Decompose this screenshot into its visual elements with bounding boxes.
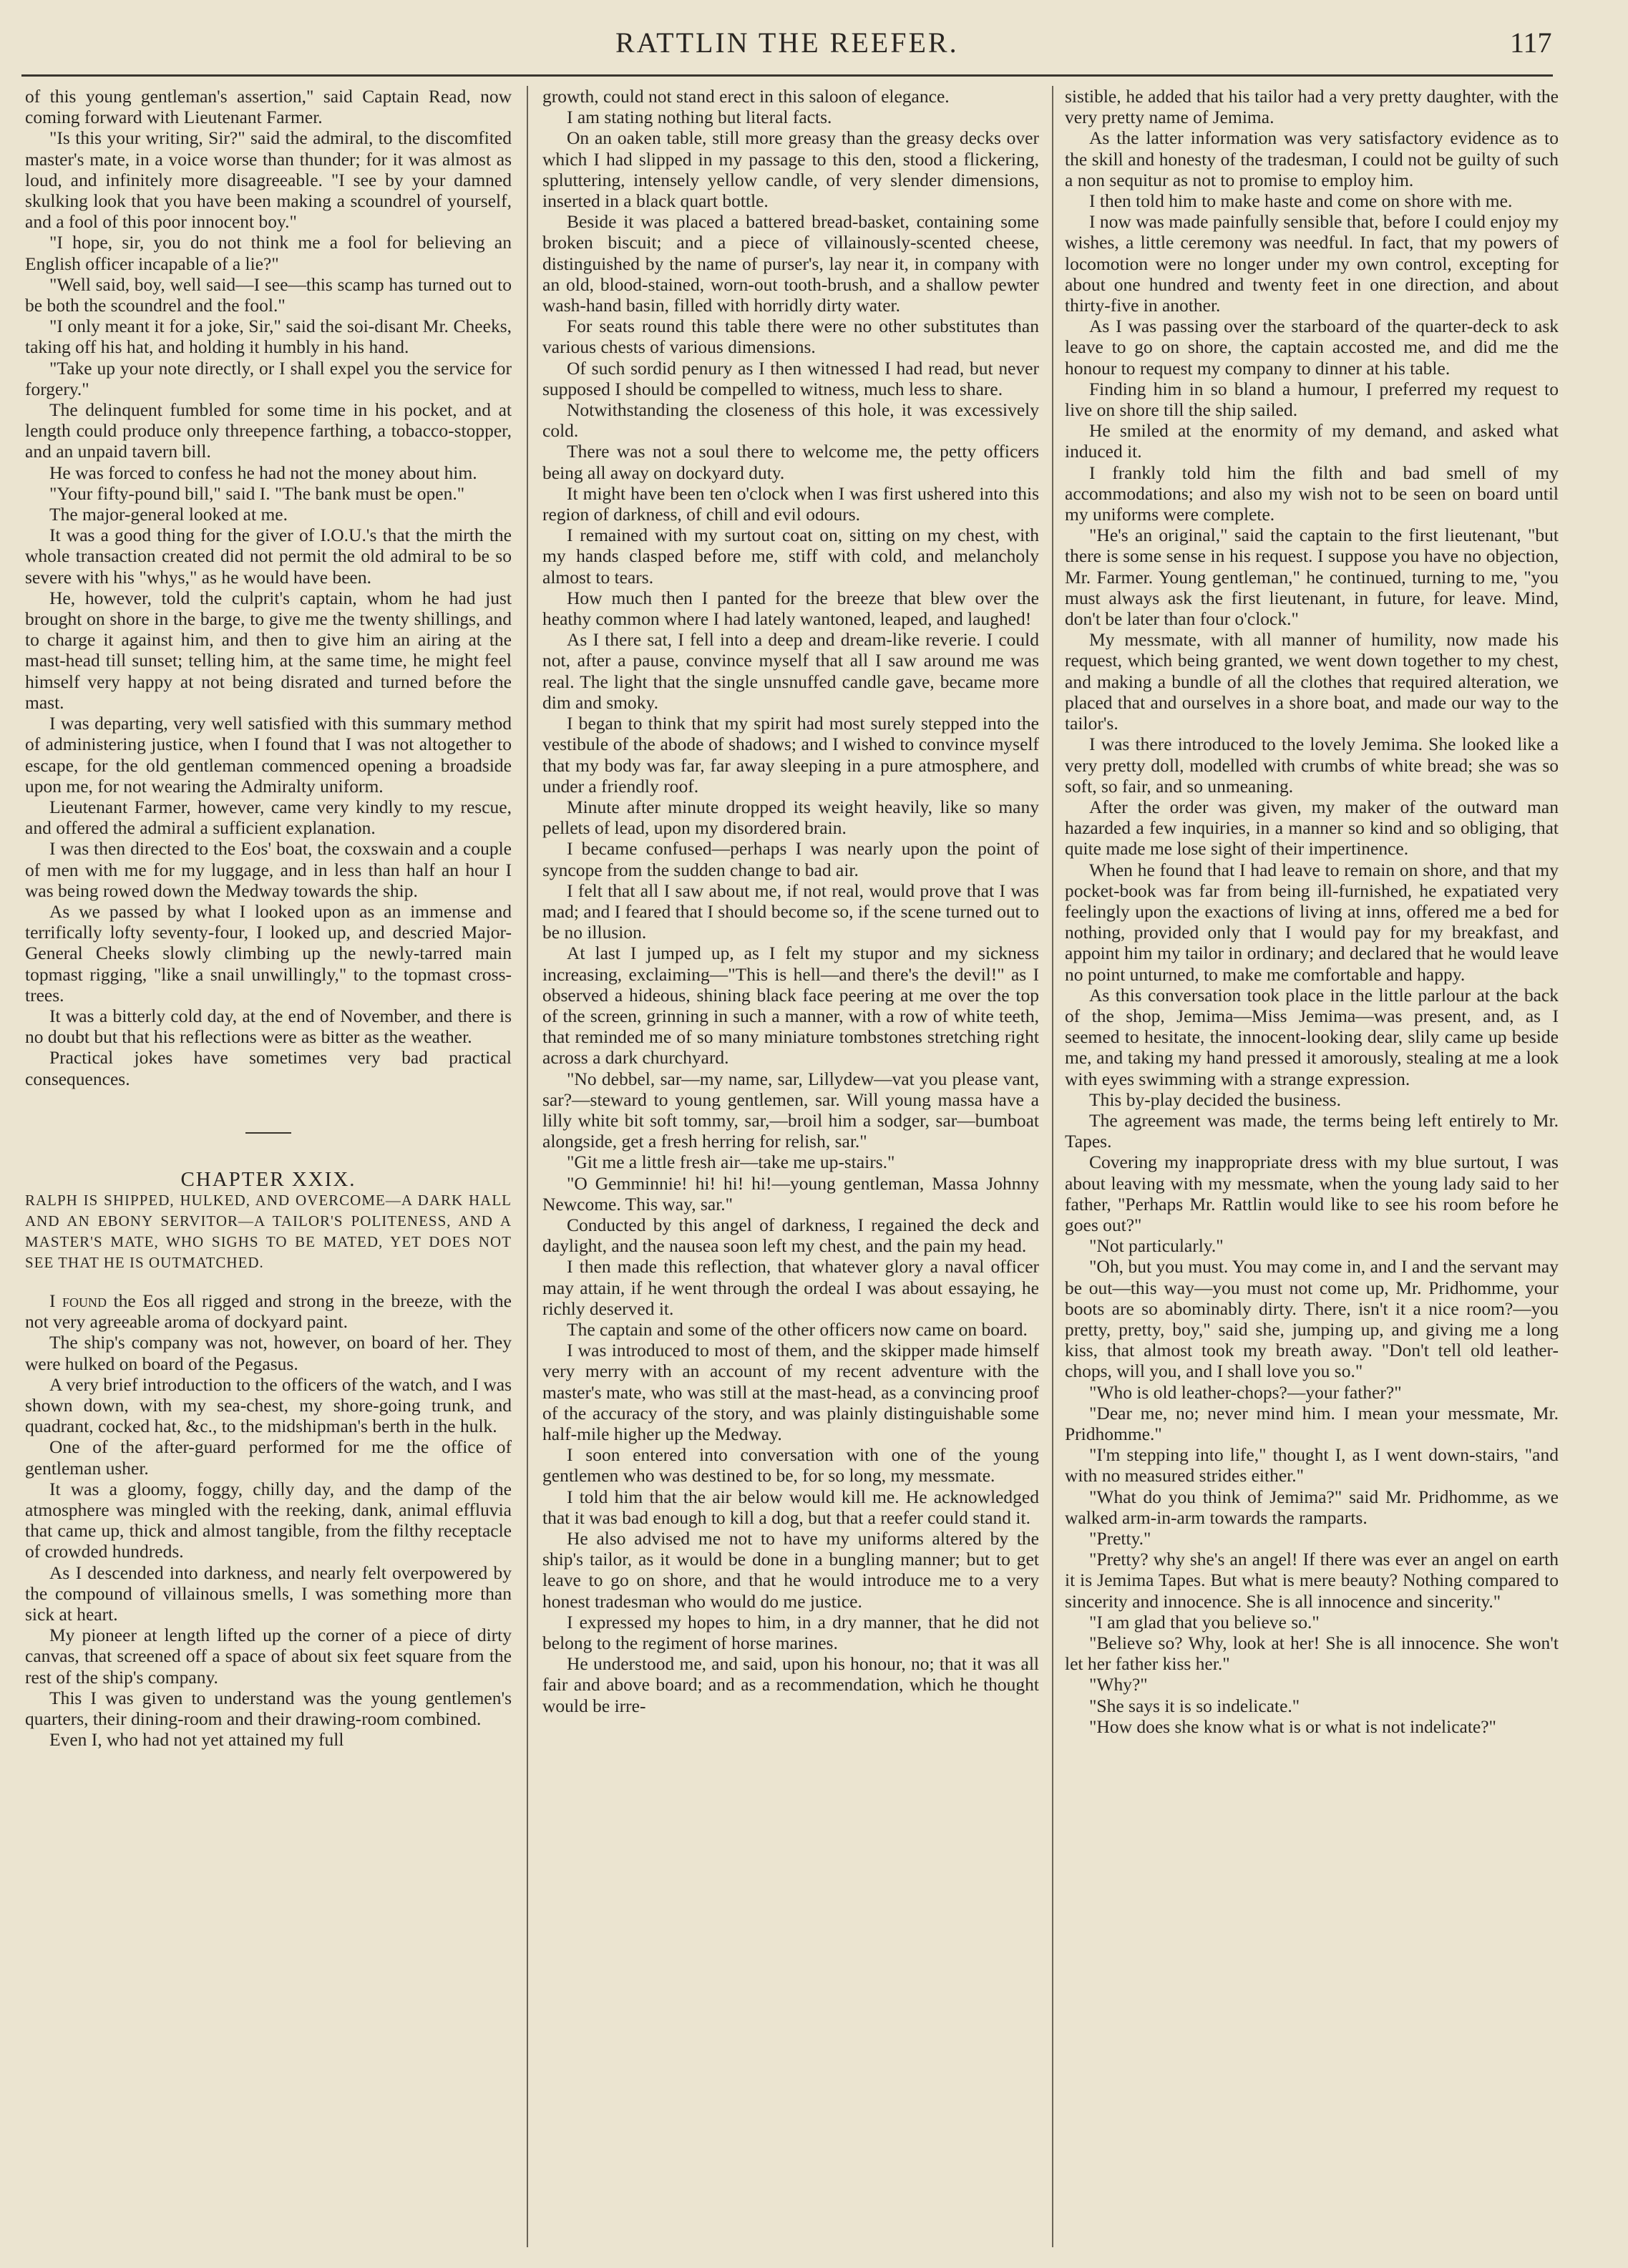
paragraph: Beside it was placed a battered bread-basket, containing some broken biscuit; and a piece of villainously-scented cheese, distinguished by the name of purser's, lay near it, in company with an old, blood-stained, worn-out tooth-brush, and a shallow pewter wash-hand basin, filled with horridly dirty water. (542, 211, 1039, 316)
paragraph: It was a gloomy, foggy, chilly day, and the damp of the atmosphere was mingled with the reeking, dank, animal effluvia that came up, thick and almost tangible, from the filthy receptacle of crowded hundreds. (25, 1478, 512, 1562)
paragraph: One of the after-guard performed for me the office of gentleman usher. (25, 1436, 512, 1479)
paragraph: Lieutenant Farmer, however, came very kindly to my rescue, and offered the admiral a sufficient explanation. (25, 796, 512, 839)
paragraph: A very brief introduction to the officers of the watch, and I was shown down, with my sea-chest, my shore-going trunk, and quadrant, cocked hat, &c., to the midshipman's berth in the hulk. (25, 1373, 512, 1437)
paragraph: It was a bitterly cold day, at the end of November, and there is no doubt but that his reflections were as bitter as the weather. (25, 1005, 512, 1048)
paragraph: "I only meant it for a joke, Sir," said the soi-disant Mr. Cheeks, taking off his hat, and holding it humbly in his hand. (25, 316, 512, 358)
chapter-title: CHAPTER XXIX. (180, 1167, 356, 1191)
paragraph: I felt that all I saw about me, if not real, would prove that I was mad; and I feared that I should become so, if the scene turned out to be no illusion. (542, 880, 1039, 943)
paragraph: "O Gemminnie! hi! hi! hi!—young gentleman, Massa Johnny Newcome. This way, sar." (542, 1172, 1039, 1215)
paragraph: On an oaken table, still more greasy than the greasy decks over which I had slipped in my passage to this den, stood a flickering, spluttering, intensely yellow candle, of very slender dimensions, inserted in a black quart bottle. (542, 127, 1039, 212)
paragraph: He, however, told the culprit's captain, whom he had just brought on shore in the barge, to give me the twenty shillings, and to charge it against him, and then to give him an airing at the mast-head till sunset; telling him, at the same time, he might feel himself very happy at not being disrated and turned before the mast. (25, 587, 512, 713)
paragraph: I frankly told him the filth and bad smell of my accommodations; and also my wish not to be seen on board until my uniforms were complete. (1065, 462, 1559, 525)
paragraph: Practical jokes have sometimes very bad practical consequences. (25, 1047, 512, 1089)
chapter-opening-paragraph (25, 1290, 512, 1332)
paragraph: Minute after minute dropped its weight heavily, like so many pellets of lead, upon my disordered brain. (542, 796, 1039, 839)
paragraph: "Not particularly." (1089, 1235, 1224, 1257)
paragraph: He was forced to confess he had not the money about him. (49, 462, 477, 483)
paragraph: I was departing, very well satisfied with this summary method of administering justice, when I found that I was not altogether to escape, for the old gentleman commenced opening a broadside upon me, for not wearing the Admiralty uniform. (25, 713, 512, 797)
paragraph: The major-general looked at me. (49, 504, 288, 525)
column-3 (1065, 86, 1559, 2240)
paragraph: "How does she know what is or what is not indelicate?" (1089, 1715, 1496, 1737)
paragraph: As I was passing over the starboard of the quarter-deck to ask leave to go on shore, the captain accosted me, and did me the honour to request my company to dinner at his table. (1065, 316, 1559, 379)
column-divider-1 (527, 86, 528, 2247)
paragraph: The delinquent fumbled for some time in his pocket, and at length could produce only threepence farthing, a tobacco-stopper, and an unpaid tavern bill. (25, 399, 512, 462)
paragraph: "Dear me, no; never mind him. I mean your messmate, Mr. Pridhomme." (1065, 1402, 1559, 1444)
paragraph: Even I, who had not yet attained my full (49, 1729, 344, 1751)
paragraph: Of such sordid penury as I then witnessed I had read, but never supposed I should be compelled to witness, much less to share. (542, 357, 1039, 399)
paragraph: "Your fifty-pound bill," said I. "The bank must be open." (49, 482, 465, 504)
paragraph: How much then I panted for the breeze that blew over the heathy common where I had lately wantoned, leaped, and laughed! (542, 587, 1039, 630)
lead-words: I found (49, 1290, 107, 1311)
column-divider-2 (1052, 86, 1053, 2247)
paragraph: "Well said, boy, well said—I see—this scamp has turned out to be both the scoundrel and the fool." (25, 273, 512, 316)
paragraph: He smiled at the enormity of my demand, and asked what induced it. (1065, 420, 1559, 462)
paragraph: The ship's company was not, however, on board of her. They were hulked on board of the Pegasus. (25, 1332, 512, 1374)
paragraph: "What do you think of Jemima?" said Mr. Pridhomme, as we walked arm-in-arm towards the ramparts. (1065, 1486, 1559, 1528)
paragraph: "Believe so? Why, look at her! She is all innocence. She won't let her father kiss her." (1065, 1632, 1559, 1675)
paragraph: I remained with my surtout coat on, sitting on my chest, with my hands clasped before me, stiff with cold, and melancholy almost to tears. (542, 525, 1039, 588)
page-header (0, 26, 1628, 69)
paragraph: As this conversation took place in the little parlour at the back of the shop, Jemima—Miss Jemima—was present, and, as I seemed to hesitate, the innocent-looking dear, slily came up beside me, and taking my hand pressed it amorously, stealing at me a look with eyes swimming with a strange expression. (1065, 984, 1559, 1089)
paragraph: This by-play decided the business. (1089, 1089, 1341, 1110)
paragraph: After the order was given, my maker of the outward man hazarded a few inquiries, in a manner so kind and so obliging, that quite made me lose sight of their impertinence. (1065, 796, 1559, 860)
paragraph: It might have been ten o'clock when I was first ushered into this region of darkness, of chill and evil odours. (542, 482, 1039, 525)
paragraph: This I was given to understand was the young gentlemen's quarters, their dining-room and their drawing-room combined. (25, 1687, 512, 1730)
paragraph: "No debbel, sar—my name, sar, Lillydew—vat you please vant, sar?—steward to young gentlemen, sar. Will young massa have a lilly white bit soft tommy, sar,—broil him a sodger, sar—bumboat alongside, get a fresh herring for relish, sar." (542, 1068, 1039, 1152)
column-1 (25, 86, 512, 2240)
paragraph: As the latter information was very satisfactory evidence as to the skill and honesty of the tradesman, I could not be guilty of such a non sequitur as not to promise to employ him. (1065, 127, 1559, 190)
paragraph: Conducted by this angel of darkness, I regained the deck and daylight, and the nausea soon left my chest, and the pain my head. (542, 1214, 1039, 1257)
paragraph: There was not a soul there to welcome me, the petty officers being all away on dockyard duty. (542, 441, 1039, 483)
lead-rest: the Eos all rigged and strong in the breeze, with the not very agreeable aroma of dockyard paint. (25, 1290, 512, 1333)
paragraph: "Oh, but you must. You may come in, and I and the servant may be out—this way—you must not come up, Mr. Pridhomme, your boots are so abominably dirty. There, isn't it a nice room?—you pretty, pretty, boy," said she, jumping up, and giving me a long kiss, that almost took my breath away. "Don't tell old leather-chops, will you, and I shall love you so." (1065, 1256, 1559, 1382)
paragraph: As we passed by what I looked upon as an immense and terrifically lofty seventy-four, I looked up, and descried Major-General Cheeks slowly climbing up the newly-tarred main topmast rigging, "like a snail unwillingly," to the topmast cross-trees. (25, 900, 512, 1006)
paragraph: "I hope, sir, you do not think me a fool for believing an English officer incapable of a lie?" (25, 232, 512, 274)
paragraph: As I there sat, I fell into a deep and dream-like reverie. I could not, after a pause, convince myself that all I saw around me was real. The light that the single unsnuffed candle gave, became more dim and smoky. (542, 629, 1039, 713)
paragraph: I now was made painfully sensible that, before I could enjoy my wishes, a little ceremony was needful. In fact, that my powers of locomotion were no longer under my own control, excepting for about one hundred and twenty feet in one direction, and about thirty-five in another. (1065, 211, 1559, 316)
chapter-summary: RALPH IS SHIPPED, HULKED, AND OVERCOME—A DARK HALL AND AN EBONY SERVITOR—A TAILOR'S POLITENESS, AND A MASTER'S MATE, WHO SIGHS TO BE MATED, YET DOES NOT SEE THAT HE IS OUTMATCHED. (25, 1191, 512, 1271)
paragraph: At last I jumped up, as I felt my stupor and my sickness increasing, exclaiming—"This is hell—and there's the devil!" as I observed a hideous, shining black face peering at me over the top of the screen, grinning in such a manner, with a row of white teeth, that reminded me of so many miniature tombstones stretching right across a dark churchyard. (542, 943, 1039, 1069)
paragraph: "I am glad that you believe so." (1089, 1611, 1320, 1632)
paragraph: "Take up your note directly, or I shall expel you the service for forgery." (25, 357, 512, 399)
paragraph: For seats round this table there were no other substitutes than various chests of various dimensions. (542, 316, 1039, 358)
paragraph: When he found that I had leave to remain on shore, and that my pocket-book was far from being ill-furnished, he expatiated very feelingly upon the exactions of living at inns, offered me a bed for nothing, provided only that I would pay for my breakfast, and appoint him my tailor in ordinary; and declared that he would leave no point unturned, to make me comfortable and happy. (1065, 859, 1559, 985)
paragraph: I am stating nothing but literal facts. (567, 107, 832, 128)
paragraph: The agreement was made, the terms being left entirely to Mr. Tapes. (1065, 1109, 1559, 1152)
running-title: RATTLIN THE REEFER. (615, 26, 959, 59)
column-2 (542, 86, 1039, 2240)
paragraph: sistible, he added that his tailor had a very pretty daughter, with the very pretty name of Jemima. (1065, 86, 1559, 128)
paragraph: I was then directed to the Eos' boat, the coxswain and a couple of men with me for my luggage, and in less than half an hour I was being rowed down the Medway towards the ship. (25, 838, 512, 901)
paragraph: I was introduced to most of them, and the skipper made himself very merry with an account of my recent adventure with the master's mate, who was still at the mast-head, as a convincing proof of the accuracy of the story, and was plainly distinguishable some half-mile higher up the Medway. (542, 1340, 1039, 1444)
paragraph: My pioneer at length lifted up the corner of a piece of dirty canvas, that screened off a space of about six feet square from the rest of the ship's company. (25, 1625, 512, 1688)
paragraph: He understood me, and said, upon his honour, no; that it was all fair and above board; and as a recommendation, which he thought would be irre- (542, 1653, 1039, 1716)
paragraph: I then told him to make haste and come on shore with me. (1089, 190, 1513, 212)
paragraph: "I'm stepping into life," thought I, as I went down-stairs, "and with no measured strides either." (1065, 1444, 1559, 1486)
paragraph: "He's an original," said the captain to the first lieutenant, "but there is some sense in his request. I suppose you have no objection, Mr. Farmer. Young gentleman," he continued, turning to me, "you must always ask the first lieutenant, in future, for leave. Mind, don't be later than four o'clock." (1065, 525, 1559, 630)
paragraph: It was a good thing for the giver of I.O.U.'s that the mirth the whole transaction created did not permit the old admiral to be so severe with his "whys," as he would have been. (25, 525, 512, 588)
paragraph: I then made this reflection, that whatever glory a naval officer may attain, if he went through the ordeal I was about essaying, he richly deserved it. (542, 1256, 1039, 1319)
paragraph: of this young gentleman's assertion," said Captain Read, now coming forward with Lieutenant Farmer. (25, 86, 512, 128)
paragraph: My messmate, with all manner of humility, now made his request, which being granted, we went down together to my chest, and making a bundle of all the clothes that required alteration, we placed that and ourselves in a shore boat, and made our way to the tailor's. (1065, 629, 1559, 734)
paragraph: "Pretty? why she's an angel! If there was ever an angel on earth it is Jemima Tapes. But what is mere beauty? Nothing compared to sincerity and innocence. She is all innocence and sincerity." (1065, 1549, 1559, 1612)
paragraph: The captain and some of the other officers now came on board. (567, 1318, 1028, 1340)
paragraph: Finding him in so bland a humour, I preferred my request to live on shore till the ship sailed. (1065, 378, 1559, 421)
paragraph: I began to think that my spirit had most surely stepped into the vestibule of the abode of shadows; and I wished to convince myself that my body was far, far away sleeping in a pure atmosphere, and under a friendly roof. (542, 713, 1039, 797)
paragraph: Covering my inappropriate dress with my blue surtout, I was about leaving with my messmate, when the young lady said to her father, "Perhaps Mr. Rattlin would like to see his room before he goes out?" (1065, 1152, 1559, 1235)
paragraph: I told him that the air below would kill me. He acknowledged that it was bad enough to kill a dog, but that a reefer could stand it. (542, 1486, 1039, 1528)
paragraph: As I descended into darkness, and nearly felt overpowered by the compound of villainous smells, I was something more than sick at heart. (25, 1562, 512, 1625)
paragraph: "Git me a little fresh air—take me up-stairs." (567, 1152, 895, 1173)
paragraph: Notwithstanding the closeness of this hole, it was excessively cold. (542, 399, 1039, 442)
page-number: 117 (1510, 26, 1552, 59)
paragraph: "Pretty." (1089, 1528, 1151, 1549)
paragraph: "Is this your writing, Sir?" said the admiral, to the discomfited master's mate, in a voice worse than thunder; for it was almost as loud, and infinitely more disagreeable. "I see by your damned skulking look that you have been making a scoundrel of yourself, and a fool of this poor innocent boy." (25, 127, 512, 233)
paragraph: I was there introduced to the lovely Jemima. She looked like a very pretty doll, modelled with crumbs of white bread; she was so soft, so fair, and so unmeaning. (1065, 734, 1559, 797)
header-rule (21, 74, 1553, 77)
paragraph: I expressed my hopes to him, in a dry manner, that he did not belong to the regiment of horse marines. (542, 1611, 1039, 1654)
paragraph: I soon entered into conversation with one of the young gentlemen who was destined to be, for so long, my messmate. (542, 1444, 1039, 1486)
paragraph: He also advised me not to have my uniforms altered by the ship's tailor, as it would be done in a bungling manner; but to get leave to go on shore, and that he would introduce me to a very honest tradesman who would do me justice. (542, 1528, 1039, 1612)
paragraph: I became confused—perhaps I was nearly upon the point of syncope from the sudden change to bad air. (542, 838, 1039, 880)
paragraph: "Who is old leather-chops?—your father?" (1089, 1381, 1402, 1403)
paragraph: "Why?" (1089, 1674, 1148, 1695)
chapter-separator (245, 1132, 291, 1134)
paragraph: growth, could not stand erect in this saloon of elegance. (542, 86, 950, 107)
paragraph: "She says it is so indelicate." (1089, 1695, 1300, 1716)
